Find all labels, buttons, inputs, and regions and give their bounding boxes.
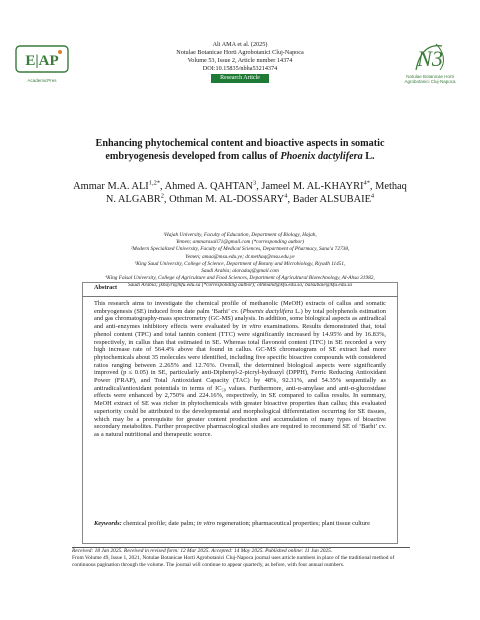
affiliation-line: ⁴King Faisal University, College of Agriculture and Food Sciences, Department of Agricultural Biotechnology, Al-Ahsa 31982, xyxy=(105,275,375,282)
affiliation-line: ³King Saud University, College of Science, Department of Botany and Microbiology, Riyadh 11451, xyxy=(134,260,346,267)
academicpres-label: AcademicPres xyxy=(27,78,57,83)
academicpres-logo xyxy=(14,42,106,90)
svg-text:N3: N3 xyxy=(417,46,443,71)
doi-link[interactable]: DOI:10.15835/nbha53214374 xyxy=(202,65,278,72)
affiliation-line[interactable]: Saudi Arabia; jkhayri@kfu.edu.sa (*corresponding author); othmand@kfu.edu.sa; balsubaie@kfu.edu.sa xyxy=(127,282,353,289)
keywords: Keywords: chemical profile; date palm; in vitro regeneration; pharmaceutical properties; plant tissue culture xyxy=(94,520,370,527)
affiliation-line[interactable]: Yemen; ammarasali71@gmail.com (*corresponding author) xyxy=(175,239,305,246)
affiliations xyxy=(50,232,430,290)
affiliation-line: ²Modern Specialized University, Faculty of Medical Sciences, Department of Pharmacy, Sana'a 72738, xyxy=(130,246,350,253)
abstract-text: This research aims to investigate the chemical profile of methanolic (MeOH) extracts of callus and somatic embryogenesis (SE) induced from date palm ‘Barhi’ cv. (Phoenix dactylifera L.) by total polyphenols estimation and gas chromatography-mass spectrometry (GC-MS) analysis. In addition, some biological aspects as antiradical and anti-enzymes inhibitory effects were evaluated by in vitro examinations. Results demonstrated that, total phenol content (TPC) and total tannin content (TTC) were significantly increased by 14.95% and by 16.83%, respectively, in callus than that estimated in SE. Whereas total flavonoid content (TFC) in SE recorded a very high increase rate of 564.4% above that found in callus. GC-MS chromatogram of SE extract had more phytochemicals about 35 molecules were identified, including five specific bioactive compounds with considered ratios ranging between 2.265% and 12.76%. Overall, the determined biological aspects were significantly improved (p ≤ 0.05) in SE, particularly anti-Diphenyl-2-picryl-hydrazyl (DPPH), Ferric Reducing Antioxidant Power (FRAP), and Total Antioxidant Capacity (TAC) by 48%, 92.31%, and 54.35% sequentially as antiradical/antioxidant potentials in terms of IC₅₀ values. Furthermore, anti-α-amylase and anti-α-glucosidase effects were enhanced by 2,750% and 224.16%, respectively, in SE compared to callus results. In summary, MeOH extract of SE was richer in phytochemicals with greater bioactive properties than callus; this evaluated superiority could be attributed to the developmental and morphological differentiation occurring for SE tissues, which may be a prerequisite for greater content production and accumulation of many types of bioactive secondary metabolites. Further prospective pharmacological studies are required to recommend SE of ‘Barhi’ cv. as a natural nutritional and therapeutic source. xyxy=(94,300,386,438)
abstract-heading: Abstract xyxy=(94,284,118,291)
svg-text:E|AP: E|AP xyxy=(25,53,59,69)
journal-logo-label: Notulae Botanicae Horti Agrobotanici Cluj-Napoca xyxy=(404,74,456,85)
footer-notes xyxy=(72,548,410,568)
journal-name: Notulae Botanicae Horti Agrobotanici Cluj-Napoca xyxy=(176,49,304,56)
citation-line: Ali AMA et al. (2025) xyxy=(212,41,268,48)
affiliation-line: ¹Hajah University, Faculty of Education, Department of Biology, Hajah, xyxy=(163,232,317,238)
author-list: Ammar M.A. $ALI^{1,2*}$, Ahmed A. QAHTAN$^3$, Jameel M. $AL-KHAYRI^{4*}$, Methaq N. ALGABR$^2$, Othman M. AL-DOSSARY$^4$, Bader ALSUBAIE$^4$ xyxy=(73,179,407,206)
article-dates: Received: 18 Jan 2025. Received in revised form: 12 Mar 2025. Accepted: 14 May 2025. Published online: 11 Jun 2025. xyxy=(72,548,333,554)
article-type-badge: Research Article xyxy=(211,74,269,83)
volume-line: Volume 53, Issue 2, Article number 14374 xyxy=(187,57,293,64)
academicpres-logo-icon xyxy=(14,42,70,76)
journal-logo-icon xyxy=(386,40,474,74)
article-title: Enhancing phytochemical content and bioactive aspects in somatic embryogenesis developed from callus of Phoenix dactylifera L. xyxy=(95,138,385,162)
journal-note: From Volume 49, Issue 1, 2021, Notulae Botanicae Horti Agrobotanici Cluj-Napoca journal uses article numbers in place of the traditional method of continuous pagination through the volume. The journal will continue to appear quarterly, as before, with four annual numbers. xyxy=(72,554,395,568)
journal-logo xyxy=(386,40,474,92)
affiliation-line[interactable]: Saudi Arabia; aloradaq@gmail.com xyxy=(201,268,279,275)
affiliation-line[interactable]: Yemen; amaa@msu.edu.ye; dr.methaq@msu.edu.ye xyxy=(185,253,295,260)
abstract-divider xyxy=(82,296,398,297)
